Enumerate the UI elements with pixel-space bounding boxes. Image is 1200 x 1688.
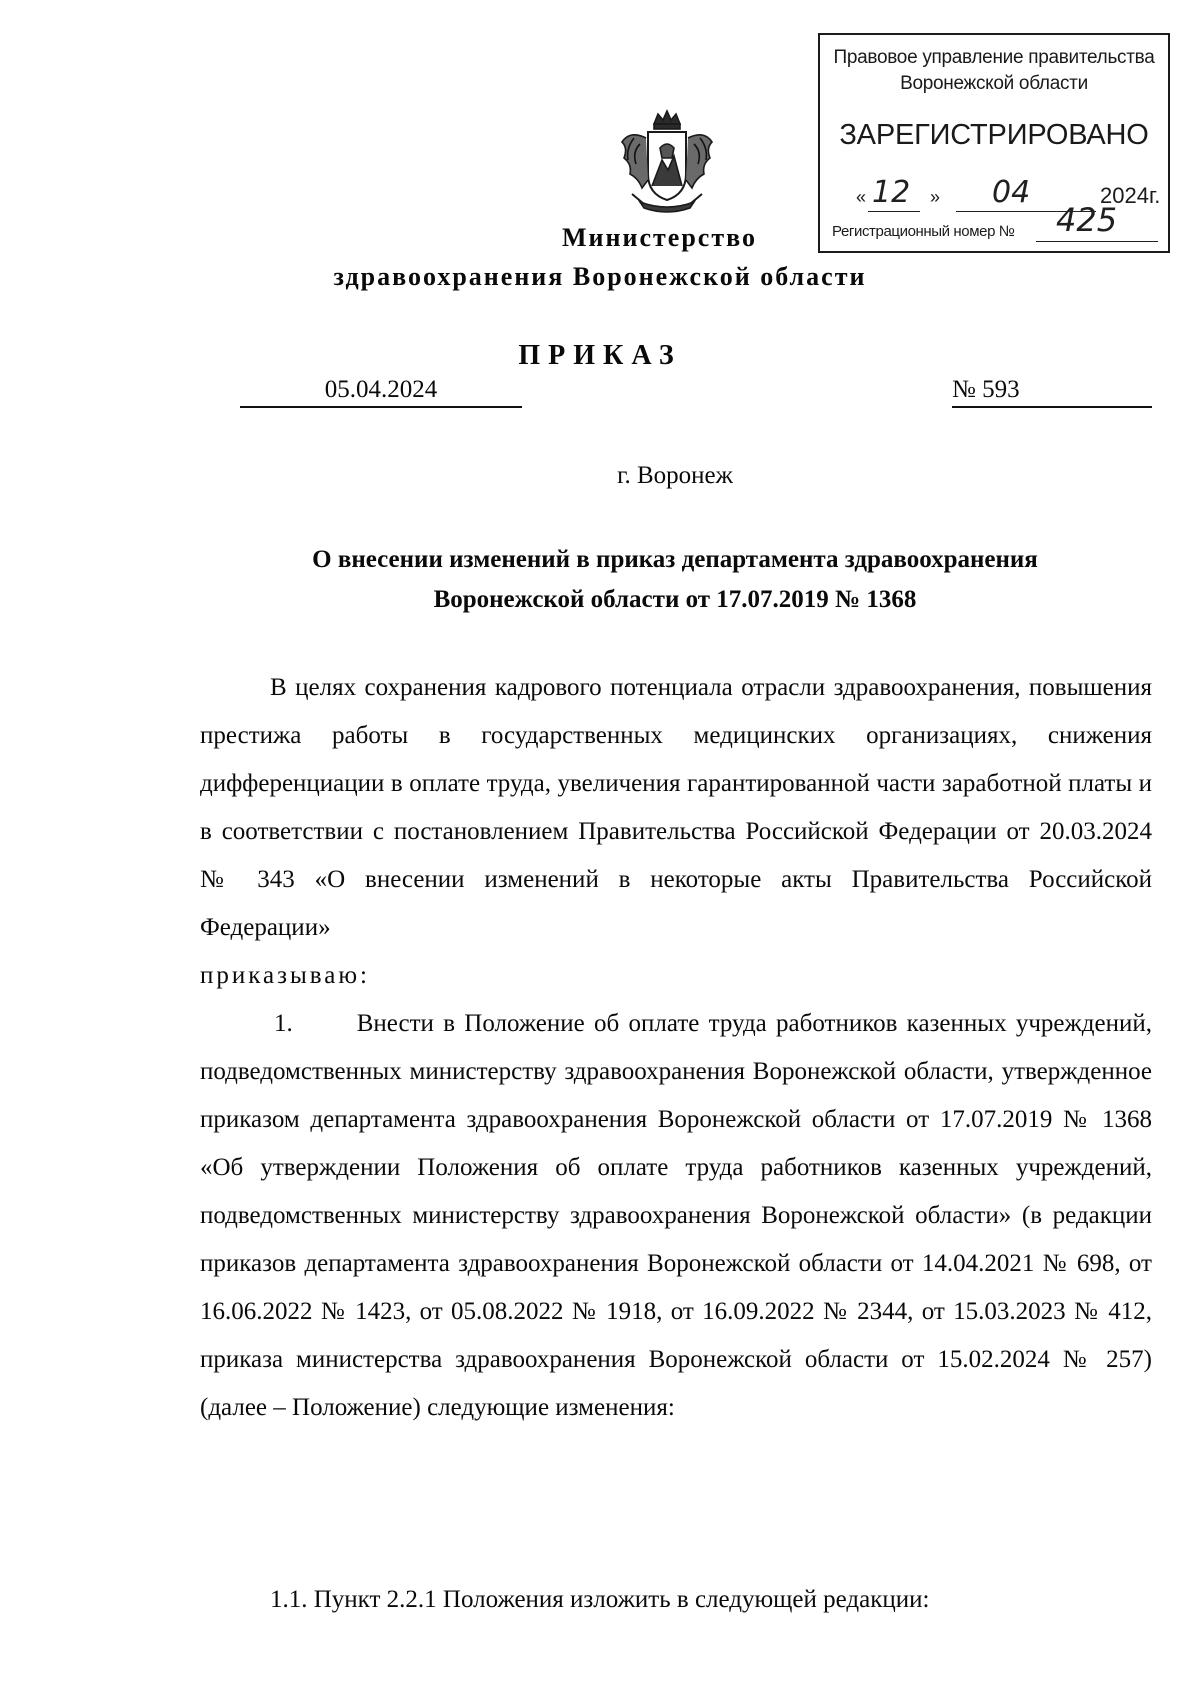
- point-1-number: 1.: [274, 1010, 293, 1037]
- stamp-open-quote: «: [856, 187, 867, 207]
- stamp-close-quote: »: [930, 187, 941, 207]
- subject-line2: Воронежской области от 17.07.2019 № 1368: [433, 586, 917, 613]
- order-subject: [0, 540, 1200, 620]
- point-1-paragraph: [200, 1000, 1152, 1432]
- point-1-text: Внести в Положение об оплате труда работников казенных учреждений, подведомственных министерству здравоохранения Воронежской области, утвержденное приказом департамента здравоохранения Воронежской области от 17.07.2019 № 1368 «Об утверждении Положения об оплате труда работников казенных учреждений, подведомственных министерству здравоохранения Воронежской области» (в редакции приказов департамента здравоохранения Воронежской области от 14.04.2021 № 698, от 16.06.2022 № 1423, от 05.08.2022 № 1918, от 16.09.2022 № 2344, от 15.03.2023 № 412, приказа министерства здравоохранения Воронежской области от 15.02.2024 № 257) (далее – Положение) следующие изменения:: [200, 1010, 1152, 1421]
- order-city: г. Воронеж: [617, 462, 733, 489]
- stamp-month-handwritten: 04: [992, 175, 1031, 210]
- document-type-title: ПРИКАЗ: [518, 340, 682, 371]
- stamp-regnum-label: Регистрационный номер №: [832, 223, 1015, 240]
- stamp-day-handwritten: 12: [872, 175, 911, 210]
- stamp-registered-label: ЗАРЕГИСТРИРОВАНО: [839, 119, 1149, 151]
- ministry-title-line1: Министерство: [562, 223, 757, 252]
- registration-stamp: [818, 33, 1170, 253]
- stamp-org-line2: Воронежской области: [900, 73, 1088, 94]
- stamp-regnum-value: 425: [1056, 201, 1118, 239]
- ministry-title-line2: здравоохранения Воронежской области: [333, 262, 867, 291]
- stamp-day-underline: [868, 211, 920, 212]
- stamp-org-line1: Правовое управление правительства: [833, 47, 1155, 68]
- order-date: 05.04.2024: [240, 376, 522, 408]
- subject-line1: О внесении изменений в приказ департамента здравоохранения: [312, 546, 1038, 573]
- coat-of-arms-emblem: [610, 108, 724, 216]
- stamp-regnum-underline: [1036, 241, 1158, 242]
- order-number: № 593: [952, 376, 1152, 408]
- stamp-year: 2024г.: [1100, 183, 1161, 208]
- point-1-1-paragraph: 1.1. Пункт 2.2.1 Положения изложить в следующей редакции:: [270, 1586, 930, 1613]
- order-word: приказываю:: [200, 962, 370, 989]
- preamble-paragraph: В целях сохранения кадрового потенциала отрасли здравоохранения, повышения престижа работы в государственных медицинских организациях, снижения дифференциации в оплате труда, увеличения гарантированной части заработной платы и в соответствии с постановлением Правительства Российской Федерации от 20.03.2024 № 343 «О внесении изменений в некоторые акты Правительства Российской Федерации»: [200, 674, 1152, 941]
